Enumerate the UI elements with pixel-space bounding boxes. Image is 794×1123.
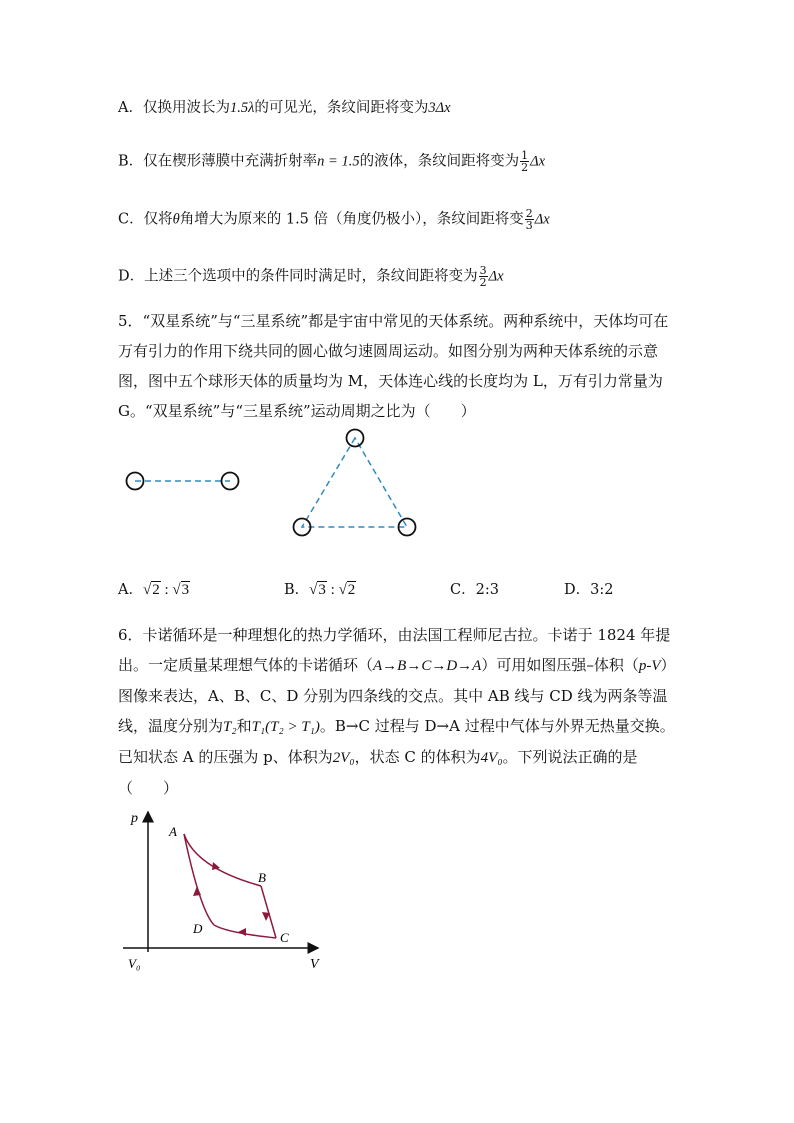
option-a-prefix: A．仅换用波长为: [118, 100, 230, 116]
q5-option-d: D．3:2: [564, 582, 614, 598]
sqrt-expr: √3 : √2: [309, 582, 356, 598]
option-b-prefix: B．仅在楔形薄膜中充满折射率: [118, 153, 318, 170]
q6-text: 6．卡诺循环是一种理想化的热力学循环，由法国工程师尼古拉。卡诺于 1824 年提出。一定质量某理想气体的卡诺循环（: [118, 626, 671, 674]
q6-volume-c: 4V₀: [480, 750, 503, 766]
option-b-math: n = 1.5: [317, 153, 360, 170]
q6-text: ）图像来表达，A、B、C、D 分别为四条线的交点。其中 AB 线与 CD 线为两条等温线，温度分别为: [118, 656, 676, 735]
q4-option-b: [118, 150, 545, 173]
arrow-bc: [262, 912, 270, 921]
q6-stem: [118, 620, 678, 803]
option-c-suffix: Δx: [534, 211, 550, 228]
frac-den: 2: [479, 276, 487, 289]
arrow-da: [193, 886, 201, 896]
option-a-result: 3Δx: [428, 100, 451, 116]
q6-text: 。B→C 过程与 D→A 过程中气体与外界无热量交换。已知状态 A 的压强为 p、体积为: [118, 717, 675, 766]
option-a-mid: 的可见光，条纹间距将变为: [254, 100, 429, 116]
option-b-mid: 的液体，条纹间距将变为: [359, 153, 520, 170]
arrow-cd: [238, 928, 246, 936]
q6-text: ，状态 C 的体积为: [354, 748, 481, 766]
option-c-fraction: [525, 208, 534, 231]
point-b-label: B: [258, 870, 266, 885]
q5-diagram: [110, 420, 430, 550]
option-c-prefix: C．仅将: [118, 211, 173, 228]
frac-num: 3: [479, 264, 487, 277]
option-d-prefix: D．上述三个选项中的条件同时满足时，条纹间距将变为: [118, 268, 478, 285]
radicand: 3: [318, 582, 326, 598]
q6-pv: p-V: [638, 658, 661, 674]
point-a-label: A: [169, 824, 177, 839]
option-c-math: θ: [172, 211, 180, 228]
q5-option-b: [284, 578, 356, 599]
frac-num: 2: [525, 207, 533, 220]
triple-connector: [302, 438, 407, 527]
adiabat-da: [184, 834, 214, 925]
q5-stem: 5．“双星系统”与“三星系统”都是宇宙中常见的天体系统。两种系统中，天体均可在万有引力的作用下绕共同的圆心做匀速圆周运动。如图分别为两种天体系统的示意图，图中五个球形天体的质量均为 M，天体连心线的长度均为 L，万有引力常量为 G。“双星系统”与“三星系统”运动周期之比为（ ）: [118, 312, 669, 420]
q5-options: [118, 578, 638, 602]
q5-option-a: [118, 578, 190, 599]
radicand: 2: [347, 582, 356, 598]
q6-t2: T₂: [223, 719, 237, 735]
option-b-suffix: Δx: [530, 153, 546, 170]
q6-text: 。下列说法正确的是（ ）: [118, 748, 638, 797]
radicand: 3: [181, 582, 190, 598]
option-d-fraction: [479, 265, 488, 288]
q5-option-c: C．2:3: [450, 582, 499, 598]
q6-pv-diagram: [118, 800, 338, 980]
q4-option-a: [118, 98, 451, 118]
frac-num: 1: [521, 149, 529, 162]
option-b-fraction: [520, 150, 529, 173]
q6-text: 和: [236, 717, 252, 735]
p-axis-label: p: [131, 811, 138, 826]
isotherm-ab: [184, 834, 261, 886]
arrow-ab: [212, 862, 220, 870]
adiabat-bc: [261, 886, 276, 938]
v-axis-label: V: [310, 957, 319, 972]
sqrt-expr: √2 : √3: [142, 582, 190, 598]
frac-den: 3: [525, 219, 533, 232]
point-c-label: C: [280, 930, 289, 945]
q6-condition: (T₂ > T₁): [265, 719, 320, 735]
point-d-label: D: [193, 921, 203, 936]
q4-option-d: [118, 265, 504, 288]
ratio-sep: :: [326, 582, 339, 598]
option-a-math: 1.5λ: [229, 100, 255, 116]
radicand: 2: [152, 582, 160, 598]
frac-den: 2: [521, 161, 529, 174]
option-c-mid: 角增大为原来的 1.5 倍（角度仍极小），条纹间距将变: [179, 211, 524, 228]
option-label: A．: [118, 582, 143, 598]
q4-option-c: [118, 208, 550, 231]
q6-volume-a: 2V₀: [332, 750, 355, 766]
origin-label: V₀: [128, 956, 141, 971]
q6-cycle: A→B→C→D→A: [373, 658, 482, 674]
q6-t1: T₁: [251, 719, 266, 735]
option-label: B．: [284, 582, 310, 598]
q6-text: ）可用如图压强–体积（: [481, 656, 639, 674]
option-d-suffix: Δx: [488, 268, 504, 285]
ratio-sep: :: [160, 582, 173, 598]
